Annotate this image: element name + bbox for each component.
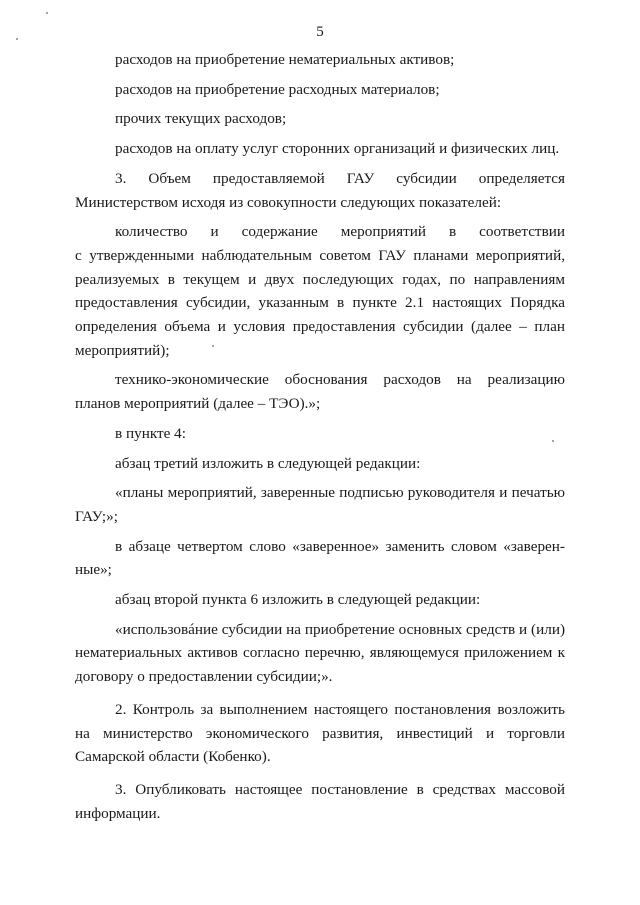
scan-speck: [552, 440, 554, 442]
scan-speck: [46, 12, 48, 14]
paragraph-line: расходов на оплату услуг сторонних организаций и физических лиц.: [115, 140, 560, 158]
paragraph-line: Министерством исходя из совокупности следующих показателей:: [75, 193, 502, 211]
paragraph-line: договору о предоставлении субсидии;».: [75, 668, 333, 686]
paragraph-line: планов мероприятий (далее – ТЭО).»;: [75, 395, 321, 413]
paragraph-line: на министерство экономического развития, инвестиций и торговли: [75, 724, 565, 742]
paragraph-line: «планы мероприятий, заверенные подписью руководителя и печатью: [115, 484, 565, 502]
paragraph-line: технико-экономические обоснования расходов на реализацию: [115, 371, 565, 389]
paragraph-line: количество и содержание мероприятий в соответствии: [115, 223, 565, 241]
paragraph-line: 3. Объем предоставляемой ГАУ субсидии определяется: [115, 169, 565, 187]
scan-speck: [16, 38, 18, 40]
paragraph-line: Самарской области (Кобенко).: [75, 748, 271, 766]
paragraph-line: абзац второй пункта 6 изложить в следующей редакции:: [115, 591, 481, 609]
paragraph-line: прочих текущих расходов;: [115, 110, 287, 128]
paragraph-line: «использовáние субсидии на приобретение основных средств и (или): [115, 620, 565, 638]
paragraph-line: расходов на приобретение нематериальных активов;: [115, 51, 455, 68]
paragraph-line: информации.: [75, 804, 161, 822]
paragraph-line: определения объема и условия предоставления субсидии (далее – план: [75, 318, 565, 336]
paragraph-line: 2. Контроль за выполнением настоящего постановления возложить: [115, 700, 565, 718]
paragraph-line: ГАУ;»;: [75, 507, 118, 525]
paragraph-line: с утвержденными наблюдательным советом ГАУ планами мероприятий,: [75, 246, 565, 264]
paragraph-line: предоставления субсидии, указанным в пункте 2.1 настоящих Порядка: [75, 294, 565, 312]
paragraph-line: ные»;: [75, 561, 112, 579]
paragraph-line: расходов на приобретение расходных материалов;: [115, 80, 440, 98]
paragraph-line: абзац третий изложить в следующей редакции:: [115, 454, 421, 472]
page-number: 5: [316, 24, 324, 40]
paragraph-line: в пункте 4:: [115, 424, 186, 442]
paragraph-line: мероприятий);: [75, 341, 170, 359]
paragraph-line: 3. Опубликовать настоящее постановление в средствах массовой: [115, 780, 565, 798]
paragraph-line: реализуемых в текущем и двух последующих годах, по направлениям: [75, 270, 565, 288]
scan-speck: [212, 345, 214, 347]
paragraph-line: в абзаце четвертом слово «заверенное» заменить словом «заверен-: [115, 537, 565, 555]
document-body: [75, 48, 565, 825]
paragraph-line: нематериальных активов согласно перечню, являющемуся приложением к: [75, 644, 565, 662]
